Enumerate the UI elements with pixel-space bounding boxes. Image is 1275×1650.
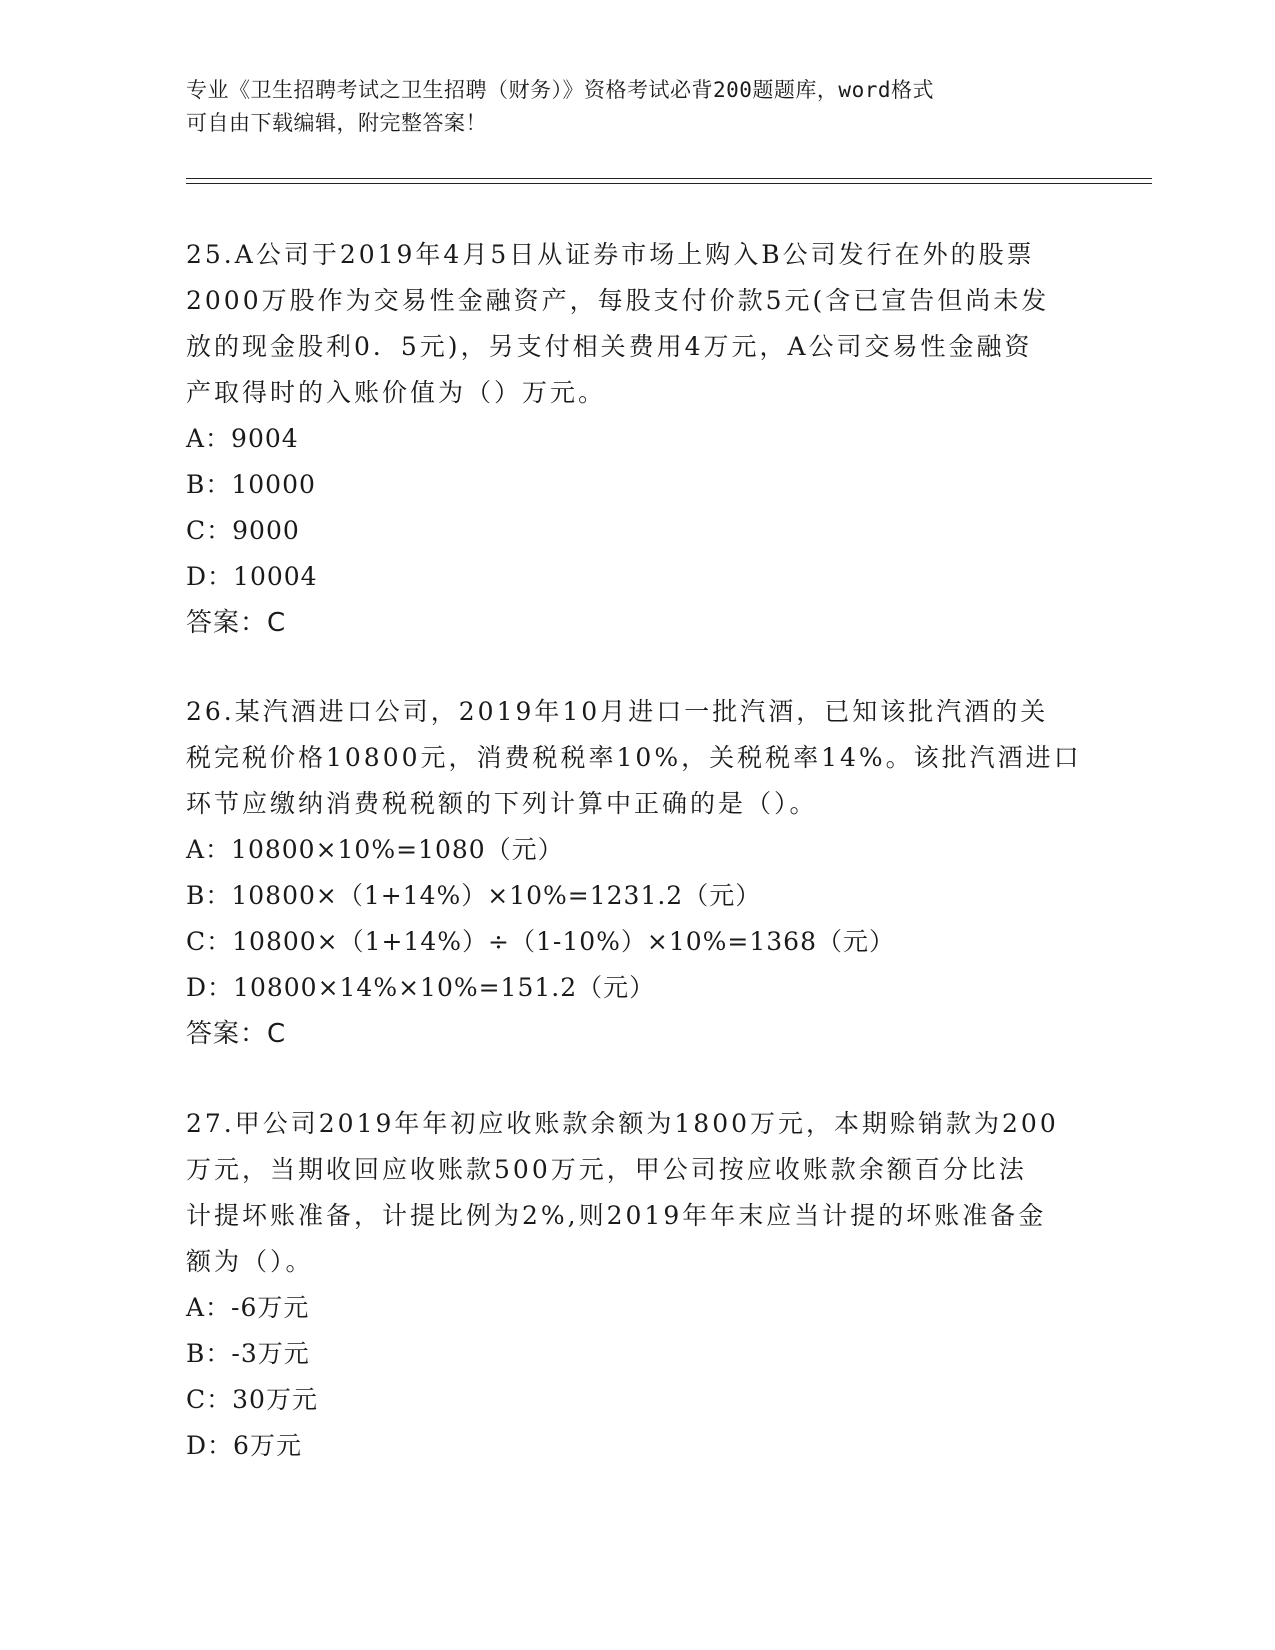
option-d: D：10800×14%×10%=151.2（元）: [186, 973, 656, 1002]
question-stem-line: 计提坏账准备，计提比例为2%,则2019年年末应当计提的坏账准备金: [186, 1201, 1047, 1230]
question-stem-line: 万元，当期收回应收账款500万元，甲公司按应收账款余额百分比法: [186, 1155, 1027, 1184]
option-a: A：-6万元: [186, 1293, 310, 1322]
option-d: D：10004: [186, 562, 318, 591]
question-stem-line: 2000万股作为交易性金融资产，每股支付价款5元(含已宣告但尚未发: [186, 286, 1050, 315]
option-b: B：10800×（1+14%）×10%=1231.2（元）: [186, 881, 762, 910]
option-a: A：10800×10%=1080（元）: [186, 835, 564, 864]
question-26: [186, 689, 1086, 1057]
header-line-1: 专业《卫生招聘考试之卫生招聘（财务）》资格考试必背200题题库，word格式: [186, 78, 934, 102]
option-a: A：9004: [186, 424, 299, 453]
answer: 答案：C: [186, 1019, 287, 1049]
header-rule-top: [186, 178, 1152, 179]
answer: 答案：C: [186, 608, 287, 638]
question-27: [186, 1101, 1086, 1469]
option-c: C：10800×（1+14%）÷（1-10%）×10%=1368（元）: [186, 927, 895, 956]
document-header: [186, 74, 1086, 140]
question-stem-line: 税完税价格10800元，消费税税率10%，关税税率14%。该批汽酒进口: [186, 743, 1082, 772]
question-stem-line: 27.甲公司2019年年初应收账款余额为1800万元，本期赊销款为200: [186, 1109, 1059, 1138]
question-stem-line: 25.A公司于2019年4月5日从证券市场上购入B公司发行在外的股票: [186, 240, 1035, 269]
header-line-2: 可自由下载编辑，附完整答案！: [186, 111, 487, 135]
question-stem-line: 产取得时的入账价值为（）万元。: [186, 378, 607, 407]
question-25: [186, 232, 1086, 646]
header-rule-bottom: [186, 183, 1152, 184]
option-b: B：-3万元: [186, 1339, 310, 1368]
option-c: C：9000: [186, 516, 300, 545]
question-stem-line: 放的现金股利0．5元)，另支付相关费用4万元，A公司交易性金融资: [186, 332, 1033, 361]
question-stem-line: 26.某汽酒进口公司，2019年10月进口一批汽酒，已知该批汽酒的关: [186, 697, 1049, 726]
question-stem-line: 额为（）。: [186, 1247, 314, 1276]
option-b: B：10000: [186, 470, 316, 499]
question-stem-line: 环节应缴纳消费税税额的下列计算中正确的是（）。: [186, 789, 818, 818]
option-d: D：6万元: [186, 1431, 302, 1460]
option-c: C：30万元: [186, 1385, 318, 1414]
